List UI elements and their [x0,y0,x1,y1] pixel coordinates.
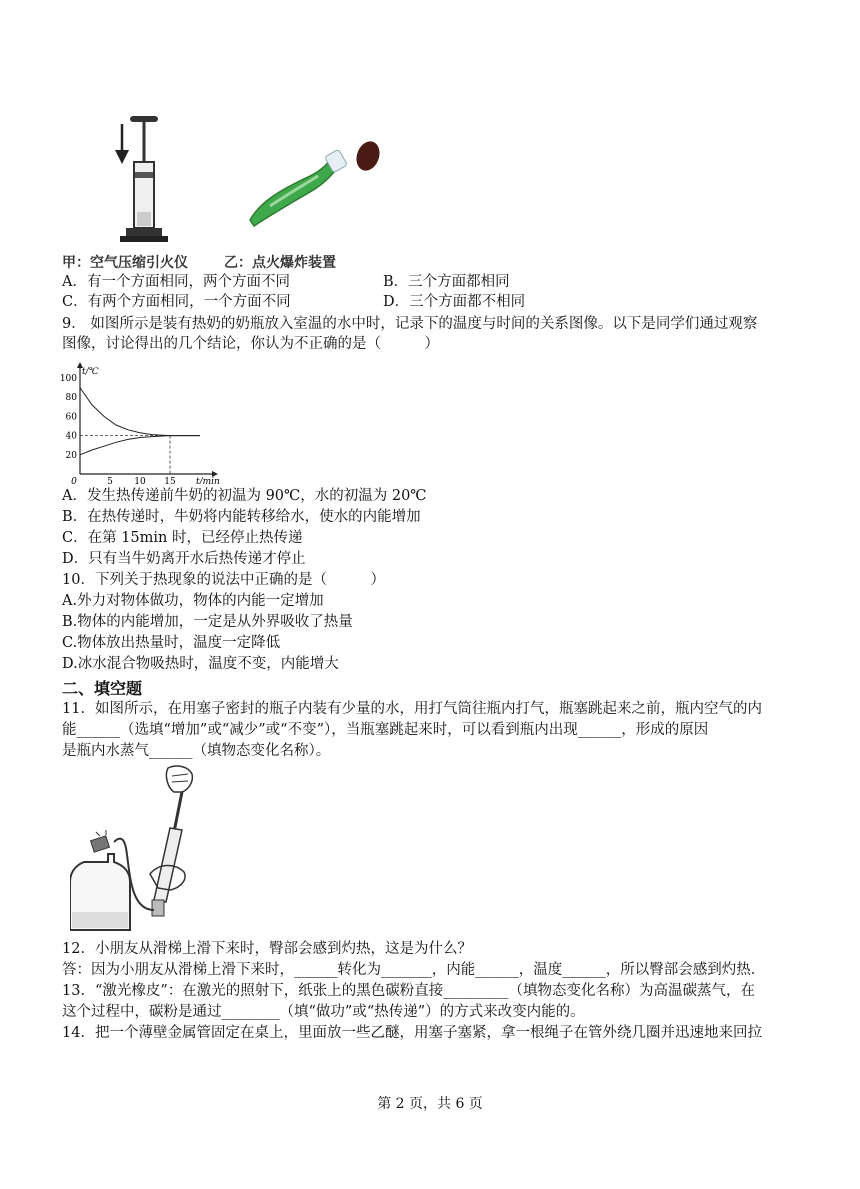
x-tick-label: 5 [107,477,113,484]
air-compression-igniter-figure [110,112,170,252]
q8-option-b: B．三个方面都相同 [383,274,510,290]
series-line-1 [80,388,200,436]
q10-stem: 10．下列关于热现象的说法中正确的是（ ） [62,572,385,588]
page-footer: 第 2 页，共 6 页 [377,1096,483,1112]
figure-caption-yi: 乙：点火爆炸装置 [224,255,336,271]
ignition-explosion-device-figure [240,132,390,232]
y-tick-label: 60 [65,412,77,423]
q9-option-d: D．只有当牛奶离开水后热传递才停止 [62,551,306,567]
q11-line3: 是瓶内水蒸气______（填物态变化名称）。 [62,743,331,759]
temperature-time-chart [58,358,228,484]
y-tick-label: 80 [65,393,77,404]
q9-option-b: B．在热传递时，牛奶将内能转移给水，使水的内能增加 [62,509,421,525]
q11-line1: 11．如图所示，在用塞子密封的瓶子内装有少量的水，用打气筒往瓶内打气，瓶塞跳起来之前，瓶内空气的内 [62,701,762,717]
q9-option-a: A．发生热传递前牛奶的初温为 90℃，水的初温为 20℃ [62,488,427,504]
q8-option-a: A．有一个方面相同，两个方面不同 [62,274,290,290]
q10-option-b: B.物体的内能增加，一定是从外界吸收了热量 [62,614,353,630]
series-line-2 [80,436,200,455]
q9-stem-line1: 9． 如图所示是装有热奶的奶瓶放入室温的水中时，记录下的温度与时间的关系图像。以下是同学们通过观察 [62,316,758,332]
y-tick-label: 20 [65,450,77,461]
x-tick-label: 15 [164,477,176,484]
y-axis-label: t/℃ [82,367,99,377]
q13-line2: 这个过程中，碳粉是通过________（填“做功”或“热传递”）的方式来改变内能的。 [62,1004,585,1020]
x-tick-label: 10 [134,477,146,484]
x-tick-label: 0 [71,477,77,484]
y-tick-label: 100 [59,374,77,384]
q11-line2: 能______（选填“增加”或“减少”或“不变”），当瓶塞跳起来时，可以看到瓶内出现______，形成的原因 [62,722,709,738]
q8-option-d: D．三个方面都不相同 [383,294,526,310]
q12-stem: 12．小朋友从滑梯上滑下来时，臀部会感到灼热，这是为什么？ [62,941,472,957]
q9-option-c: C．在第 15min 时，已经停止热传递 [62,530,303,546]
q10-option-d: D.冰水混合物吸热时，温度不变，内能增大 [62,656,339,672]
q10-option-a: A.外力对物体做功，物体的内能一定增加 [62,593,324,609]
q10-option-c: C.物体放出热量时，温度一定降低 [62,635,281,651]
figure-caption-jia: 甲：空气压缩引火仪 [62,255,188,271]
q12-answer: 答：因为小朋友从滑梯上滑下来时，______转化为_______，内能______，温度______，所以臀部会感到灼热． [62,962,766,978]
q13-line1: 13．“激光橡皮”：在激光的照射下，纸张上的黑色碳粉直接_________（填物态变化名称）为高温碳蒸气，在 [62,983,756,999]
figure-caption [62,252,372,272]
q14-line1: 14．把一个薄壁金属管固定在桌上，里面放一些乙醚，用塞子塞紧，拿一根绳子在管外绕几圈并迅速地来回拉 [62,1025,762,1041]
section-title: 二、填空题 [62,679,143,698]
q8-option-c: C．有两个方面相同，一个方面不同 [62,294,291,310]
q9-stem-line2: 图像，讨论得出的几个结论，你认为不正确的是（ ） [62,336,439,352]
x-axis-label: t/min [196,477,220,484]
bottle-pump-figure [70,762,210,938]
y-tick-label: 40 [65,431,77,442]
